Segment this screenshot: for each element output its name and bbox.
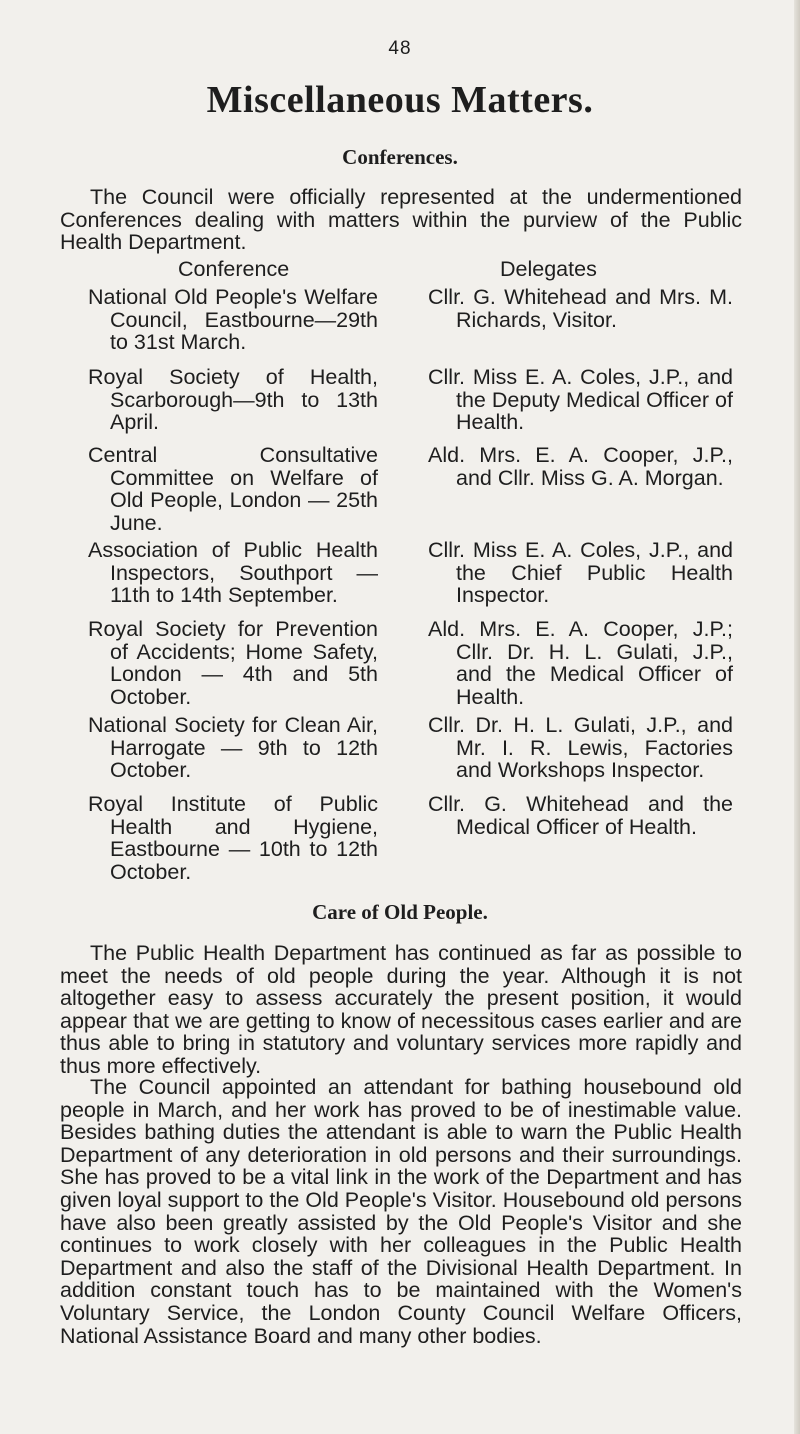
conference-name: Royal Institute of Public Health and Hygiene, Eastbourne — 10th to 12th October. xyxy=(88,792,378,884)
conference-delegates: Cllr. Miss E. A. Coles, J.P., and the Deputy Medical Officer of Health. xyxy=(428,365,733,434)
conference-name: Central Consultative Committee on Welfare of Old People, London — 25th June. xyxy=(88,443,378,535)
conference-delegates: Ald. Mrs. E. A. Cooper, J.P., and Cllr. Miss G. A. Morgan. xyxy=(428,443,733,490)
conference-delegates: Cllr. Dr. H. L. Gulati, J.P., and Mr. I. R. Lewis, Factories and Workshops Inspector. xyxy=(428,713,733,782)
page-title: Miscellaneous Matters. xyxy=(206,79,594,121)
conferences-intro: The Council were officially represented at the undermentioned Conferences dealing with matters within the purview of the Public Health Department. xyxy=(60,185,742,255)
old-people-paragraph-1: The Public Health Department has continued as far as possible to meet the needs of old people during the year. Although it is not altogether easy to assess accurately the present position, it would appear that we are getting to know of necessitous cases earlier and are thus able to bring in statutory and voluntary services more rapidly and thus more effectively. xyxy=(60,941,742,1078)
page-binding-edge xyxy=(794,0,800,1434)
conference-name: National Society for Clean Air, Harrogate — 9th to 12th October. xyxy=(88,713,378,782)
delegates-column-header: Delegates xyxy=(500,257,597,281)
page-number: 48 xyxy=(388,38,412,59)
conference-delegates: Cllr. G. Whitehead and the Medical Officer of Health. xyxy=(428,792,733,839)
conference-name: National Old People's Welfare Council, Eastbourne—29th to 31st March. xyxy=(88,285,378,354)
conference-delegates: Ald. Mrs. E. A. Cooper, J.P.; Cllr. Dr. H. L. Gulati, J.P., and the Medical Officer of Health. xyxy=(428,617,733,709)
conference-delegates: Cllr. G. Whitehead and Mrs. M. Richards, Visitor. xyxy=(428,285,733,332)
old-people-paragraph-2: The Council appointed an attendant for bathing housebound old people in March, and her work has proved to be of inestimable value. Besides bathing duties the attendant is able to warn the Public Health Department of any deterioration in old persons and their surroundings. She has proved to be a vital link in the work of the Department and has given loyal support to the Old People's Visitor. Housebound old persons have also been greatly assisted by the Old People's Visitor and she continues to work closely with her colleagues in the Public Health Department and also the staff of the Divisional Health Department. In addition constant touch has to be maintained with the Women's Voluntary Service, the London County Council Welfare Officers, National Assistance Board and many other bodies. xyxy=(60,1075,742,1348)
conference-name: Royal Society of Health, Scarborough—9th to 13th April. xyxy=(88,365,378,434)
conferences-heading: Conferences. xyxy=(342,145,458,169)
conference-name: Royal Society for Prevention of Accidents; Home Safety, London — 4th and 5th October. xyxy=(88,617,378,709)
care-of-old-people-heading: Care of Old People. xyxy=(312,900,488,924)
conference-name: Association of Public Health Inspectors, Southport — 11th to 14th September. xyxy=(88,538,378,607)
conference-column-header: Conference xyxy=(178,257,290,281)
conference-delegates: Cllr. Miss E. A. Coles, J.P., and the Chief Public Health Inspector. xyxy=(428,538,733,607)
